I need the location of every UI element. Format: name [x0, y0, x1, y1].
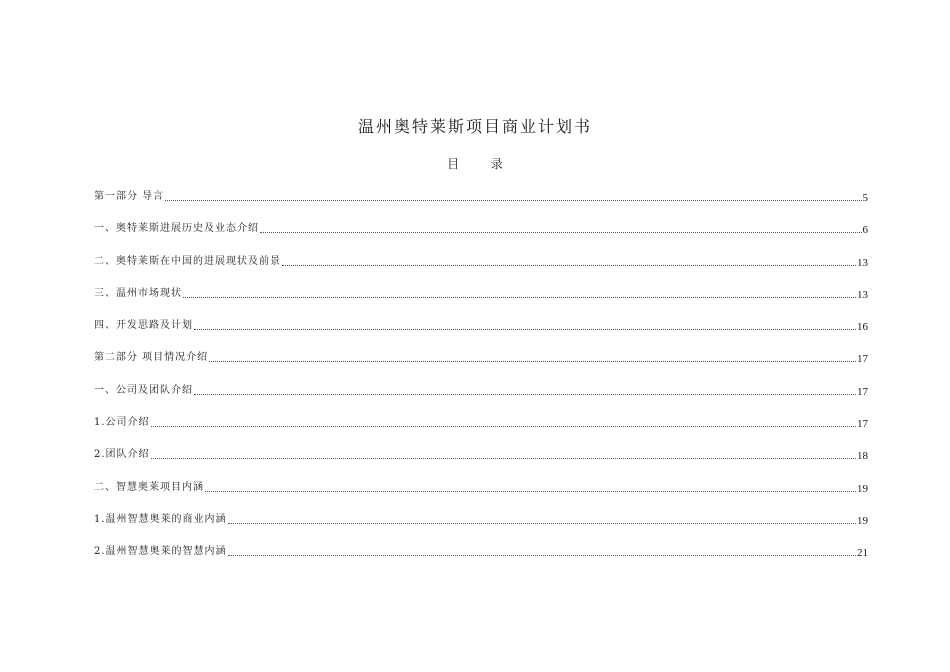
- toc-entry-page: 17: [857, 385, 868, 398]
- toc-entry-page: 19: [857, 482, 868, 495]
- toc-entry-page: 19: [857, 514, 868, 527]
- toc-dot-leader: [282, 264, 856, 266]
- toc-dot-leader: [228, 554, 856, 556]
- toc-entry-page: 5: [862, 192, 868, 204]
- toc-entry-text: 二、奥特莱斯在中国的进展现状及前景: [94, 255, 281, 267]
- toc-entry-page: 21: [857, 547, 868, 560]
- toc-entry-text: 1.公司介绍: [94, 417, 150, 429]
- toc-entry[interactable]: [94, 527, 868, 559]
- toc-dot-leader: [194, 328, 856, 330]
- toc-entry[interactable]: [94, 184, 868, 204]
- toc-dot-leader: [194, 393, 856, 395]
- toc-dot-leader: [228, 522, 856, 524]
- toc-dot-leader: [260, 231, 862, 233]
- toc-dot-leader: [205, 490, 856, 492]
- toc-dot-leader: [183, 296, 856, 298]
- toc-entry-text: 1.温州智慧奥莱的商业内涵: [94, 513, 227, 525]
- toc-entry-text: 三、温州市场现状: [94, 287, 182, 299]
- toc-dot-leader: [151, 425, 856, 427]
- toc-dot-leader: [209, 360, 856, 362]
- toc-entry[interactable]: [94, 462, 868, 494]
- toc-entry-page: 18: [857, 450, 868, 463]
- toc-entry[interactable]: [94, 365, 868, 397]
- toc-entry[interactable]: [94, 430, 868, 462]
- toc-entry[interactable]: [94, 398, 868, 430]
- toc-entry-text: 四、开发思路及计划: [94, 320, 193, 332]
- toc-entry[interactable]: [94, 495, 868, 527]
- toc-entry-page: 13: [857, 288, 868, 301]
- toc-dot-leader: [151, 457, 856, 459]
- toc-entry-page: 16: [857, 321, 868, 334]
- toc-entry-page: 17: [857, 353, 868, 366]
- toc-entry-text: 二、智慧奥莱项目内涵: [94, 481, 204, 493]
- toc-entry[interactable]: [94, 204, 868, 236]
- toc-heading: 目 录: [447, 157, 517, 171]
- toc-entry-text: 第二部分 项目情况介绍: [94, 352, 209, 364]
- toc-entry-text: 第一部分 导言: [94, 191, 165, 202]
- toc-entry[interactable]: [94, 269, 868, 301]
- toc-entry-page: 13: [857, 256, 868, 269]
- toc-entry-text: 一、公司及团队介绍: [94, 384, 193, 396]
- toc-dot-leader: [165, 199, 861, 201]
- toc-entry-page: 6: [862, 224, 868, 237]
- toc-entry[interactable]: [94, 333, 868, 365]
- toc-entry[interactable]: [94, 301, 868, 333]
- toc-entry-text: 2.温州智慧奥莱的智慧内涵: [94, 546, 227, 558]
- toc-entry[interactable]: [94, 236, 868, 268]
- table-of-contents: [94, 184, 868, 559]
- toc-entry-page: 17: [857, 418, 868, 431]
- toc-entry-text: 2.团队介绍: [94, 449, 150, 461]
- document-title: 温州奥特莱斯项目商业计划书: [357, 117, 592, 136]
- toc-entry-text: 一、奥特莱斯进展历史及业态介绍: [94, 223, 259, 235]
